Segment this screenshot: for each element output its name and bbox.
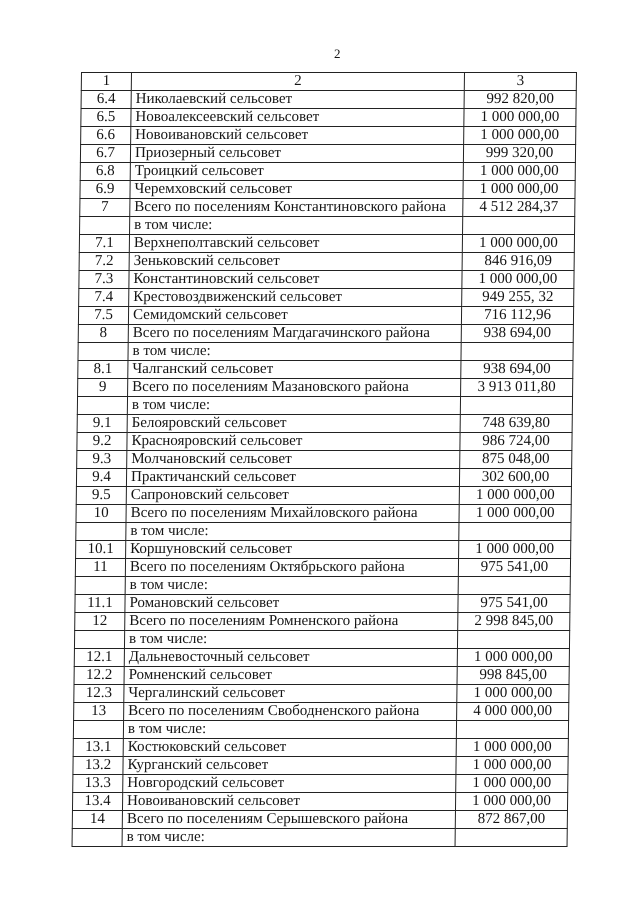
row-number-cell: 12 — [75, 613, 125, 631]
table-row — [76, 505, 571, 523]
row-number-cell: 10.1 — [76, 541, 126, 559]
row-number-cell: 7.1 — [79, 235, 129, 253]
settlement-name-cell: Курганский сельсовет — [123, 757, 456, 775]
row-number-cell: 6.5 — [81, 109, 131, 127]
settlement-name-cell: Романовский сельсовет — [125, 595, 458, 613]
row-number-cell: 9.2 — [77, 433, 127, 451]
table-row — [72, 829, 567, 847]
settlement-name-cell: Новоивановский сельсовет — [131, 127, 464, 145]
settlement-name-cell: Троицкий сельсовет — [130, 163, 463, 181]
amount-cell: 846 916,09 — [462, 253, 574, 271]
row-number-cell: 10 — [76, 505, 126, 523]
settlement-name-cell: Красноярoвский сельсовет — [127, 433, 460, 451]
table-body — [72, 91, 576, 847]
table-row — [76, 487, 571, 505]
row-number-cell — [75, 577, 125, 595]
amount-cell: 999 320,00 — [463, 145, 575, 163]
row-number-cell: 6.4 — [81, 91, 131, 109]
table-header — [81, 73, 576, 91]
row-number-cell — [77, 397, 127, 415]
header-row — [81, 73, 576, 91]
settlement-name-cell: в том числе: — [122, 829, 455, 847]
settlement-name-cell: в том числе: — [126, 523, 459, 541]
table-row — [73, 757, 568, 775]
header-cell-number: 1 — [81, 73, 131, 91]
settlement-name-cell: Всего по поселениям Серышевского района — [122, 811, 455, 829]
settlement-name-cell: Чалганский сельсовет — [128, 361, 461, 379]
settlement-name-cell: Ромненский сельсовет — [124, 667, 457, 685]
row-number-cell: 9.5 — [76, 487, 126, 505]
table-row — [74, 685, 569, 703]
table-row — [81, 109, 576, 127]
amount-cell — [460, 397, 572, 415]
table-row — [74, 631, 569, 649]
amount-cell: 1 000 000,00 — [463, 181, 575, 199]
table-row — [81, 127, 576, 145]
table-row — [77, 415, 572, 433]
row-number-cell: 14 — [72, 811, 122, 829]
table-row — [79, 253, 574, 271]
row-number-cell: 13 — [74, 703, 124, 721]
row-number-cell: 7.5 — [78, 307, 128, 325]
amount-cell: 938 694,00 — [461, 325, 573, 343]
row-number-cell: 8.1 — [78, 361, 128, 379]
amount-cell: 992 820,00 — [464, 91, 576, 109]
table-row — [73, 739, 568, 757]
row-number-cell — [74, 631, 124, 649]
table-row — [77, 451, 572, 469]
row-number-cell — [73, 721, 123, 739]
table-row — [79, 271, 574, 289]
row-number-cell: 6.6 — [81, 127, 131, 145]
settlement-name-cell: Всего по поселениям Михайловского района — [126, 505, 459, 523]
row-number-cell: 12.2 — [74, 667, 124, 685]
table-row — [76, 469, 571, 487]
table-row — [75, 559, 570, 577]
row-number-cell: 13.3 — [73, 775, 123, 793]
amount-cell: 4 512 284,37 — [463, 199, 575, 217]
table-row — [76, 541, 571, 559]
table-row — [77, 397, 572, 415]
table-row — [73, 721, 568, 739]
header-cell-name: 2 — [131, 73, 464, 91]
row-number-cell — [76, 523, 126, 541]
header-cell-amount: 3 — [464, 73, 576, 91]
settlement-name-cell: в том числе: — [123, 721, 456, 739]
settlement-name-cell: Черемховский сельсовет — [130, 181, 463, 199]
amount-cell — [461, 343, 573, 361]
table-row — [78, 343, 573, 361]
amount-cell: 1 000 000,00 — [462, 235, 574, 253]
settlement-name-cell: Всего по поселениям Ромненского района — [125, 613, 458, 631]
allocation-table — [72, 72, 577, 847]
table-row — [80, 217, 575, 235]
settlement-name-cell: Зеньковский сельсовет — [129, 253, 462, 271]
table-row — [79, 235, 574, 253]
settlement-name-cell: Верхнеполтавский сельсовет — [129, 235, 462, 253]
settlement-name-cell: в том числе: — [127, 397, 460, 415]
amount-cell: 716 112,96 — [461, 307, 573, 325]
amount-cell: 998 845,00 — [457, 667, 569, 685]
amount-cell: 1 000 000,00 — [457, 685, 569, 703]
row-number-cell: 9.3 — [77, 451, 127, 469]
amount-cell — [455, 829, 567, 847]
settlement-name-cell: Практичанский сельсовет — [126, 469, 459, 487]
settlement-name-cell: Константиновский сельсовет — [129, 271, 462, 289]
amount-cell: 1 000 000,00 — [459, 541, 571, 559]
row-number-cell: 7 — [80, 199, 130, 217]
settlement-name-cell: в том числе: — [128, 343, 461, 361]
row-number-cell: 6.9 — [80, 181, 130, 199]
row-number-cell — [78, 343, 128, 361]
settlement-name-cell: Всего по поселениям Магдагачинского района — [128, 325, 461, 343]
amount-cell: 1 000 000,00 — [463, 163, 575, 181]
table-row — [76, 523, 571, 541]
table-row — [74, 703, 569, 721]
row-number-cell: 6.8 — [80, 163, 130, 181]
amount-cell: 1 000 000,00 — [456, 775, 568, 793]
settlement-name-cell: Молчановский сельсовет — [127, 451, 460, 469]
table-row — [73, 775, 568, 793]
amount-cell: 2 998 845,00 — [458, 613, 570, 631]
amount-cell: 1 000 000,00 — [456, 739, 568, 757]
amount-cell: 3 913 011,80 — [461, 379, 573, 397]
amount-cell: 872 867,00 — [455, 811, 567, 829]
table-row — [78, 379, 573, 397]
settlement-name-cell: Новоивановский сельсовет — [122, 793, 455, 811]
amount-cell: 1 000 000,00 — [457, 649, 569, 667]
table-row — [79, 289, 574, 307]
settlement-name-cell: Всего по поселениям Свободненского района — [124, 703, 457, 721]
amount-cell: 1 000 000,00 — [459, 487, 571, 505]
row-number-cell: 11 — [75, 559, 125, 577]
settlement-name-cell: Сапроновский сельсовет — [126, 487, 459, 505]
row-number-cell: 9.1 — [77, 415, 127, 433]
table-row — [72, 811, 567, 829]
amount-cell: 302 600,00 — [459, 469, 571, 487]
table-row — [74, 667, 569, 685]
page-number: 2 — [334, 46, 341, 61]
amount-cell: 1 000 000,00 — [459, 505, 571, 523]
row-number-cell — [72, 829, 122, 847]
settlement-name-cell: Всего по поселениям Мазановского района — [128, 379, 461, 397]
amount-cell: 1 000 000,00 — [462, 271, 574, 289]
settlement-name-cell: Новоалексеевский сельсовет — [131, 109, 464, 127]
settlement-name-cell: Коршуновский сельсовет — [126, 541, 459, 559]
table-row — [78, 325, 573, 343]
table-row — [80, 145, 575, 163]
amount-cell: 875 048,00 — [460, 451, 572, 469]
amount-cell — [457, 631, 569, 649]
row-number-cell: 12.1 — [74, 649, 124, 667]
settlement-name-cell: Всего по поселениям Константиновского района — [130, 199, 463, 217]
settlement-name-cell: Семидомский сельсовет — [128, 307, 461, 325]
amount-cell: 1 000 000,00 — [464, 127, 576, 145]
table-row — [78, 307, 573, 325]
table-row — [75, 613, 570, 631]
row-number-cell: 7.4 — [79, 289, 129, 307]
row-number-cell: 13.4 — [72, 793, 122, 811]
table-row — [77, 433, 572, 451]
settlement-name-cell: Костюковский сельсовет — [123, 739, 456, 757]
row-number-cell: 13.1 — [73, 739, 123, 757]
settlement-name-cell: в том числе: — [130, 217, 463, 235]
settlement-name-cell: Приозерный сельсовет — [130, 145, 463, 163]
settlement-name-cell: Крестовоздвиженский сельсовет — [129, 289, 462, 307]
table-row — [75, 595, 570, 613]
row-number-cell: 12.3 — [74, 685, 124, 703]
settlement-name-cell: в том числе: — [125, 577, 458, 595]
table-row — [80, 181, 575, 199]
row-number-cell — [80, 217, 130, 235]
row-number-cell: 9 — [78, 379, 128, 397]
table-row — [80, 163, 575, 181]
settlement-name-cell: Николаевский сельсовет — [131, 91, 464, 109]
amount-cell: 1 000 000,00 — [455, 793, 567, 811]
settlement-name-cell: Всего по поселениям Октябрьского района — [125, 559, 458, 577]
settlement-name-cell: Белояровский сельсовет — [127, 415, 460, 433]
row-number-cell: 7.3 — [79, 271, 129, 289]
amount-cell — [459, 523, 571, 541]
amount-cell — [458, 577, 570, 595]
table-row — [81, 91, 576, 109]
settlement-name-cell: Чергалинский сельсовет — [124, 685, 457, 703]
amount-cell: 975 541,00 — [458, 559, 570, 577]
row-number-cell: 6.7 — [80, 145, 130, 163]
settlement-name-cell: Дальневосточный сельсовет — [124, 649, 457, 667]
amount-cell: 1 000 000,00 — [456, 757, 568, 775]
row-number-cell: 8 — [78, 325, 128, 343]
amount-cell: 4 000 000,00 — [457, 703, 569, 721]
row-number-cell: 13.2 — [73, 757, 123, 775]
settlement-name-cell: в том числе: — [124, 631, 457, 649]
row-number-cell: 7.2 — [79, 253, 129, 271]
amount-cell: 938 694,00 — [461, 361, 573, 379]
amount-cell: 986 724,00 — [460, 433, 572, 451]
settlement-name-cell: Новгородский сельсовет — [123, 775, 456, 793]
amount-cell: 949 255, 32 — [462, 289, 574, 307]
table-row — [72, 793, 567, 811]
table-row — [75, 577, 570, 595]
table-row — [80, 199, 575, 217]
table-row — [78, 361, 573, 379]
amount-cell: 1 000 000,00 — [464, 109, 576, 127]
table-row — [74, 649, 569, 667]
amount-cell — [456, 721, 568, 739]
amount-cell: 748 639,80 — [460, 415, 572, 433]
row-number-cell: 11.1 — [75, 595, 125, 613]
amount-cell: 975 541,00 — [458, 595, 570, 613]
amount-cell — [463, 217, 575, 235]
row-number-cell: 9.4 — [76, 469, 126, 487]
